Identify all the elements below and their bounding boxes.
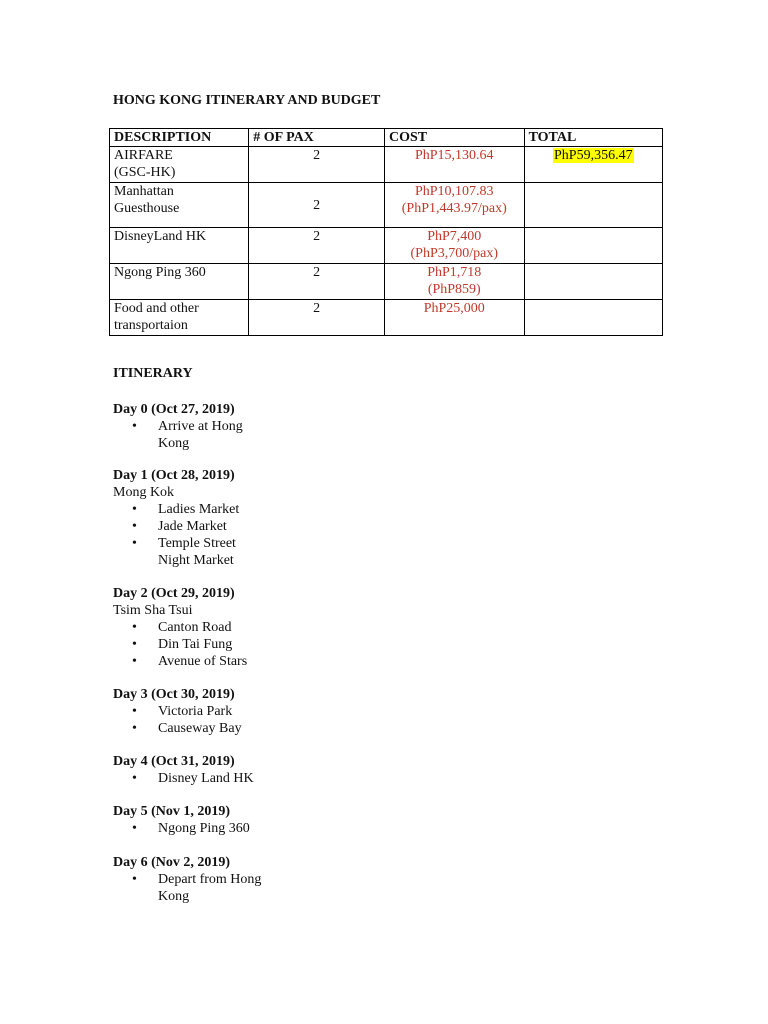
row-cost: PhP10,107.83 (PhP1,443.97/pax) (384, 183, 524, 228)
row-cost: PhP7,400 (PhP3,700/pax) (384, 228, 524, 264)
row-pax: 2 (249, 183, 385, 228)
row-pax: 2 (249, 228, 385, 264)
list-item: • Avenue of Stars (158, 653, 318, 670)
table-header-row (110, 129, 663, 147)
row-total (524, 264, 662, 300)
header-total: TOTAL (524, 129, 662, 147)
day-title: Day 5 (Nov 1, 2019) (113, 804, 231, 819)
row-pax: 2 (249, 300, 385, 336)
list-item: • Ladies Market (158, 501, 268, 518)
day-section (113, 401, 413, 452)
table-row (110, 147, 663, 183)
row-total (524, 300, 662, 336)
budget-table (109, 128, 663, 336)
day-section (113, 585, 413, 670)
day-title: Day 0 (Oct 27, 2019) (113, 402, 235, 417)
day-title: Day 6 (Nov 2, 2019) (113, 855, 231, 870)
day-list (113, 703, 413, 737)
header-cost: COST (384, 129, 524, 147)
list-item: • Causeway Bay (158, 720, 268, 737)
row-description: DisneyLand HK (110, 228, 249, 264)
day-section (113, 854, 413, 905)
day-title: Day 2 (Oct 29, 2019) (113, 586, 235, 601)
row-total (524, 147, 662, 183)
day-section (113, 753, 413, 787)
day-title: Day 3 (Oct 30, 2019) (113, 687, 235, 702)
list-item: • Jade Market (158, 518, 268, 535)
day-title: Day 4 (Oct 31, 2019) (113, 754, 235, 769)
row-cost: PhP15,130.64 (384, 147, 524, 183)
day-list (113, 501, 413, 569)
list-item: • Depart from Hong Kong (158, 871, 268, 905)
day-title: Day 1 (Oct 28, 2019) (113, 468, 235, 483)
list-item: • Arrive at Hong Kong (158, 418, 268, 452)
row-description: Manhattan Guesthouse (110, 183, 249, 228)
day-section (113, 803, 413, 837)
row-description: Ngong Ping 360 (110, 264, 249, 300)
row-total (524, 183, 662, 228)
day-list (113, 871, 413, 905)
header-description: DESCRIPTION (110, 129, 249, 147)
row-cost: PhP1,718 (PhP859) (384, 264, 524, 300)
table-row (110, 228, 663, 264)
day-place: Mong Kok (113, 485, 175, 500)
row-description: Food and other transportaion (110, 300, 249, 336)
list-item: • Ngong Ping 360 (158, 820, 318, 837)
table-row (110, 264, 663, 300)
day-list (113, 820, 413, 837)
row-pax: 2 (249, 147, 385, 183)
list-item: • Disney Land HK (158, 770, 318, 787)
row-cost: PhP25,000 (384, 300, 524, 336)
day-section (113, 467, 413, 569)
day-list (113, 418, 413, 452)
header-pax: # OF PAX (249, 129, 385, 147)
list-item: • Victoria Park (158, 703, 268, 720)
list-item: • Canton Road (158, 619, 268, 636)
day-place: Tsim Sha Tsui (113, 603, 193, 618)
table-row (110, 300, 663, 336)
row-pax: 2 (249, 264, 385, 300)
row-description: AIRFARE (GSC-HK) (110, 147, 249, 183)
day-section (113, 686, 413, 737)
grand-total-highlight: PhP59,356.47 (554, 148, 633, 163)
itinerary-heading: ITINERARY (113, 366, 193, 381)
page-title: HONG KONG ITINERARY AND BUDGET (113, 93, 381, 108)
list-item: • Temple Street Night Market (158, 535, 268, 569)
day-list (113, 619, 413, 670)
row-total (524, 228, 662, 264)
list-item: • Din Tai Fung (158, 636, 268, 653)
table-row (110, 183, 663, 228)
day-list (113, 770, 413, 787)
